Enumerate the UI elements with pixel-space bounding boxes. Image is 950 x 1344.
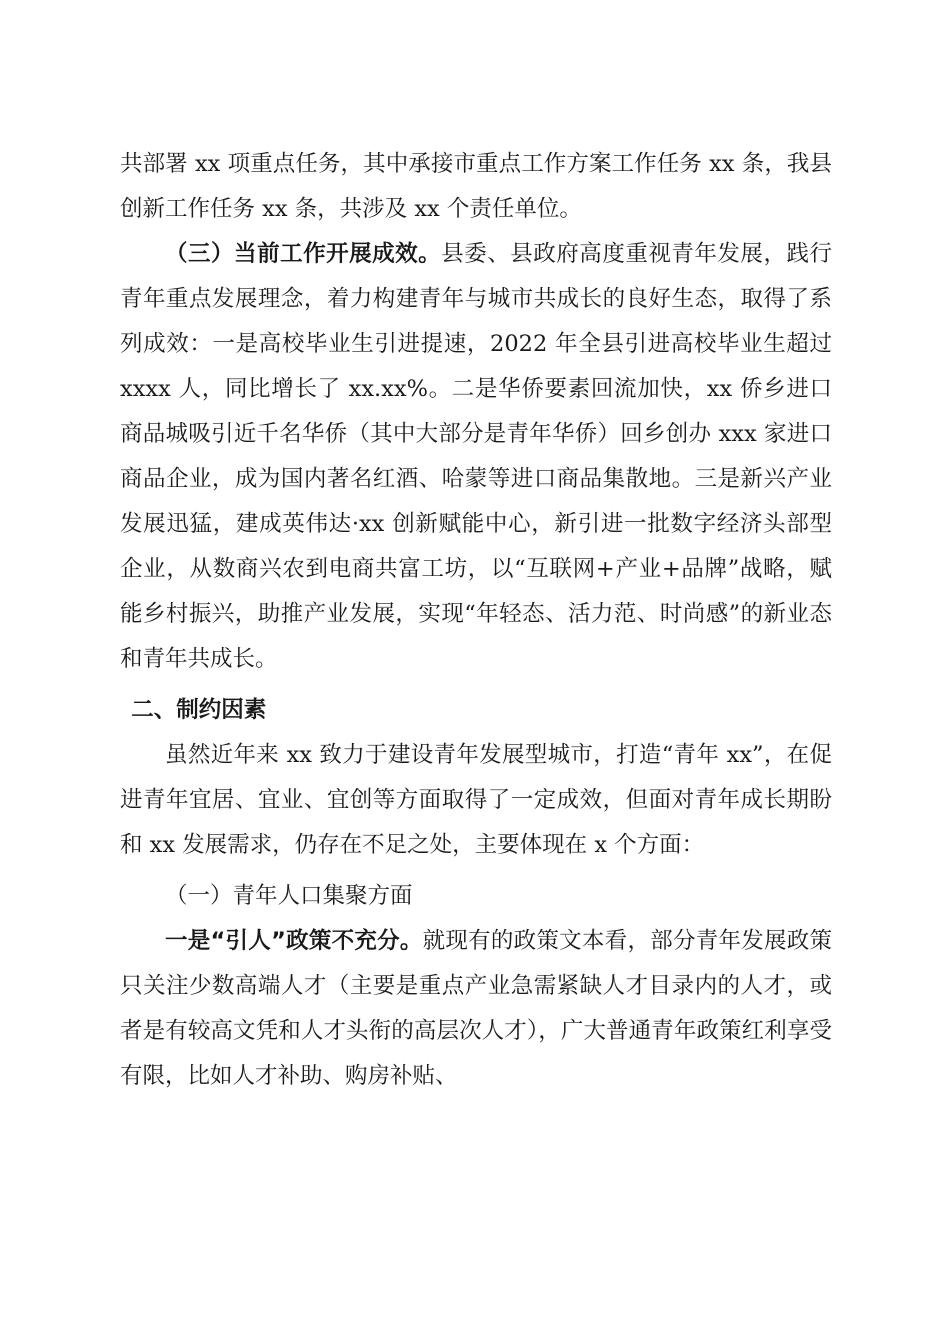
subsection-heading-youth-population: （一）青年人口集聚方面 — [165, 883, 413, 909]
paragraph-text: 虽然近年来 xx 致力于建设青年发展型城市，打造“青年 xx”，在促进青年宜居、宜业、宜创等方面取得了一定成效，但面对青年成长期盼和 xx 发展需求，仍存在不足之处，主要体现在 x 个方面： — [120, 742, 832, 858]
paragraph-talent-policy — [120, 919, 832, 1099]
paragraph-lead-heading: 一是“引人”政策不充分。 — [165, 928, 423, 954]
document-body — [120, 142, 832, 1099]
paragraph-text: 共部署 xx 项重点任务，其中承接市重点工作方案工作任务 xx 条，我县创新工作任务 xx 条，共涉及 xx 个责任单位。 — [120, 151, 832, 222]
paragraph-text: 就现有的政策文本看，部分青年发展政策只关注少数高端人才（主要是重点产业急需紧缺人才目录内的人才，或者是有较高文凭和人才头衔的高层次人才），广大普通青年政策红利享受有限，比如人才补助、购房补贴、 — [120, 928, 832, 1089]
paragraph-task-deployment — [120, 142, 832, 232]
paragraph-text: 县委、县政府高度重视青年发展，践行青年重点发展理念，着力构建青年与城市共成长的良好生态，取得了系列成效：一是高校毕业生引进提速，2022 年全县引进高校毕业生超过 xxxx 人，同比增长了 xx.xx%。二是华侨要素回流加快，xx 侨乡进口商品城吸引近千名华侨（其中大部分是青年华侨）回乡创办 xxx 家进口商品企业，成为国内著名红酒、哈蒙等进口商品集散地。三是新兴产业发展迅猛，建成英伟达·xx 创新赋能中心，新引进一批数字经济头部型企业，从数商兴农到电商共富工坊，以“互联网+产业+品牌”战略，赋能乡村振兴，助推产业发展，实现“年轻态、活力范、时尚感”的新业态和青年共成长。 — [120, 241, 832, 672]
section-heading-constraints: 二、制约因素 — [131, 697, 267, 723]
paragraph-lead-heading: （三）当前工作开展成效。 — [165, 241, 442, 267]
paragraph-constraints-intro — [120, 733, 832, 868]
paragraph-current-results — [120, 232, 832, 682]
